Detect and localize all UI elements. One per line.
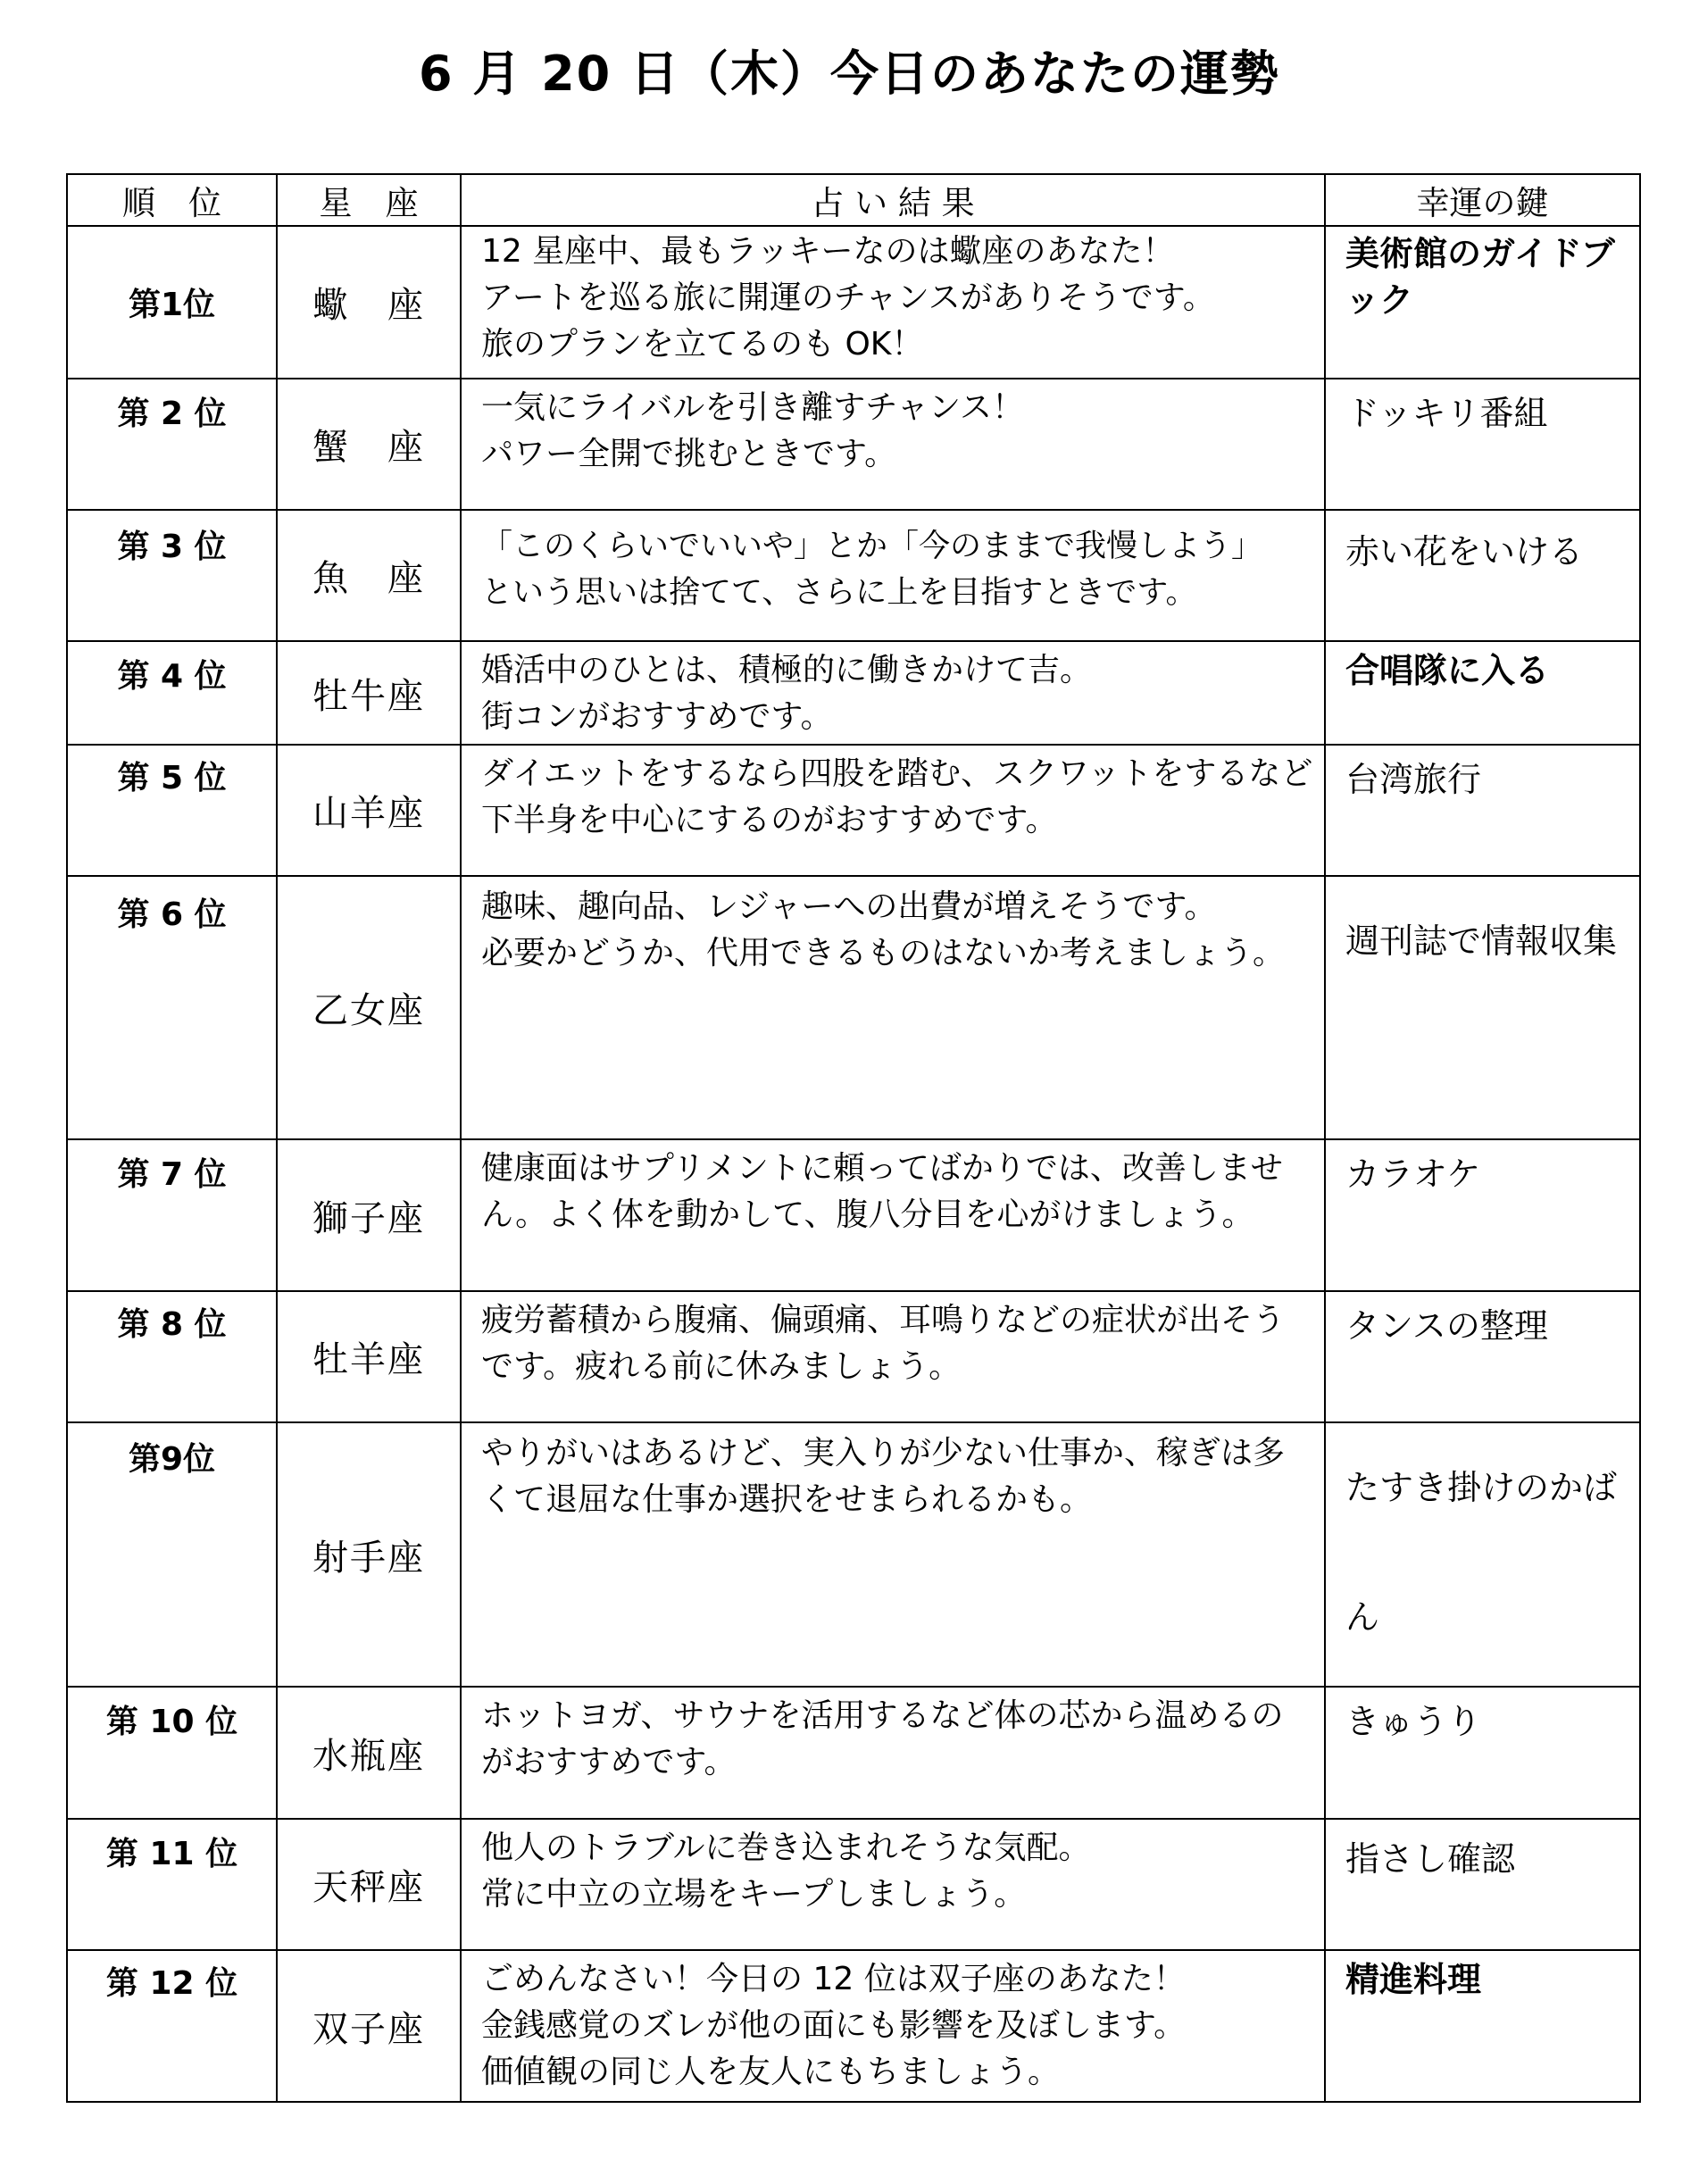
lucky-key-cell: 合唱隊に入る (1325, 641, 1640, 745)
header-sign: 星 座 (277, 174, 461, 226)
page-title: 6 月 20 日（木）今日のあなたの運勢 (418, 46, 1281, 102)
table-row (67, 226, 1640, 379)
lucky-key-cell: たすき掛けのかばん (1325, 1422, 1640, 1687)
result-cell: 12 星座中、最もラッキーなのは蠍座のあなた！ アートを巡る旅に開運のチャンスがありそうです。 旅のプランを立てるのも OK！ (461, 226, 1325, 379)
rank-cell: 第 2 位 (67, 379, 277, 510)
header-row (67, 174, 1640, 226)
table-row (67, 1950, 1640, 2102)
sign-cell: 獅子座 (277, 1139, 461, 1291)
sign-cell: 魚 座 (277, 510, 461, 641)
table-row (67, 1422, 1640, 1687)
header-key: 幸運の鍵 (1325, 174, 1640, 226)
sign-cell: 双子座 (277, 1950, 461, 2102)
result-cell: 一気にライバルを引き離すチャンス！ パワー全開で挑むときです。 (461, 379, 1325, 510)
table-row (67, 510, 1640, 641)
rank-cell: 第 8 位 (67, 1291, 277, 1422)
table-row (67, 745, 1640, 876)
lucky-key-cell: ドッキリ番組 (1325, 379, 1640, 510)
sign-cell: 蟹 座 (277, 379, 461, 510)
rank-cell: 第 7 位 (67, 1139, 277, 1291)
lucky-key-cell: きゅうり (1325, 1687, 1640, 1819)
header-rank: 順 位 (67, 174, 277, 226)
sign-cell: 天秤座 (277, 1819, 461, 1950)
rank-cell: 第 12 位 (67, 1950, 277, 2102)
lucky-key-cell: タンスの整理 (1325, 1291, 1640, 1422)
rank-cell: 第 11 位 (67, 1819, 277, 1950)
lucky-key-cell: 赤い花をいける (1325, 510, 1640, 641)
result-cell: ホットヨガ、サウナを活用するなど体の芯から温めるのがおすすめです。 (461, 1687, 1325, 1819)
result-cell: ダイエットをするなら四股を踏む、スクワットをするなど下半身を中心にするのがおすすめです。 (461, 745, 1325, 876)
result-cell: 他人のトラブルに巻き込まれそうな気配。 常に中立の立場をキープしましょう。 (461, 1819, 1325, 1950)
rank-cell: 第 6 位 (67, 876, 277, 1139)
rank-cell: 第 4 位 (67, 641, 277, 745)
rank-cell: 第 5 位 (67, 745, 277, 876)
table-row (67, 1291, 1640, 1422)
sign-cell: 蠍 座 (277, 226, 461, 379)
result-cell: やりがいはあるけど、実入りが少ない仕事か、稼ぎは多くて退屈な仕事か選択をせまられるかも。 (461, 1422, 1325, 1687)
table-row (67, 379, 1640, 510)
table-row (67, 641, 1640, 745)
lucky-key-cell: 週刊誌で情報収集 (1325, 876, 1640, 1139)
lucky-key-cell: 台湾旅行 (1325, 745, 1640, 876)
result-cell: 婚活中のひとは、積極的に働きかけて吉。 街コンがおすすめです。 (461, 641, 1325, 745)
result-cell: 疲労蓄積から腹痛、偏頭痛、耳鳴りなどの症状が出そうです。疲れる前に休みましょう。 (461, 1291, 1325, 1422)
sign-cell: 水瓶座 (277, 1687, 461, 1819)
table-row (67, 1687, 1640, 1819)
result-cell: 趣味、趣向品、レジャーへの出費が増えそうです。 必要かどうか、代用できるものはないか考えましょう。 (461, 876, 1325, 1139)
rank-cell: 第9位 (67, 1422, 277, 1687)
table-row (67, 1819, 1640, 1950)
rank-cell: 第 3 位 (67, 510, 277, 641)
sign-cell: 牡牛座 (277, 641, 461, 745)
sign-cell: 牡羊座 (277, 1291, 461, 1422)
lucky-key-cell: 精進料理 (1325, 1950, 1640, 2102)
result-cell: ごめんなさい！今日の 12 位は双子座のあなた！ 金銭感覚のズレが他の面にも影響を及ぼします。 価値観の同じ人を友人にもちましょう。 (461, 1950, 1325, 2102)
header-result: 占 い 結 果 (461, 174, 1325, 226)
lucky-key-cell: 美術館のガイドブック (1325, 226, 1640, 379)
lucky-key-cell: 指さし確認 (1325, 1819, 1640, 1950)
rank-cell: 第 10 位 (67, 1687, 277, 1819)
sign-cell: 乙女座 (277, 876, 461, 1139)
fortune-table (66, 173, 1641, 2103)
result-cell: 「このくらいでいいや」とか「今のままで我慢しよう」 という思いは捨てて、さらに上を目指すときです。 (461, 510, 1325, 641)
sign-cell: 射手座 (277, 1422, 461, 1687)
table-row (67, 1139, 1640, 1291)
table-row (67, 876, 1640, 1139)
result-cell: 健康面はサプリメントに頼ってばかりでは、改善しません。よく体を動かして、腹八分目を心がけましょう。 (461, 1139, 1325, 1291)
lucky-key-cell: カラオケ (1325, 1139, 1640, 1291)
sign-cell: 山羊座 (277, 745, 461, 876)
rank-cell: 第1位 (67, 226, 277, 379)
